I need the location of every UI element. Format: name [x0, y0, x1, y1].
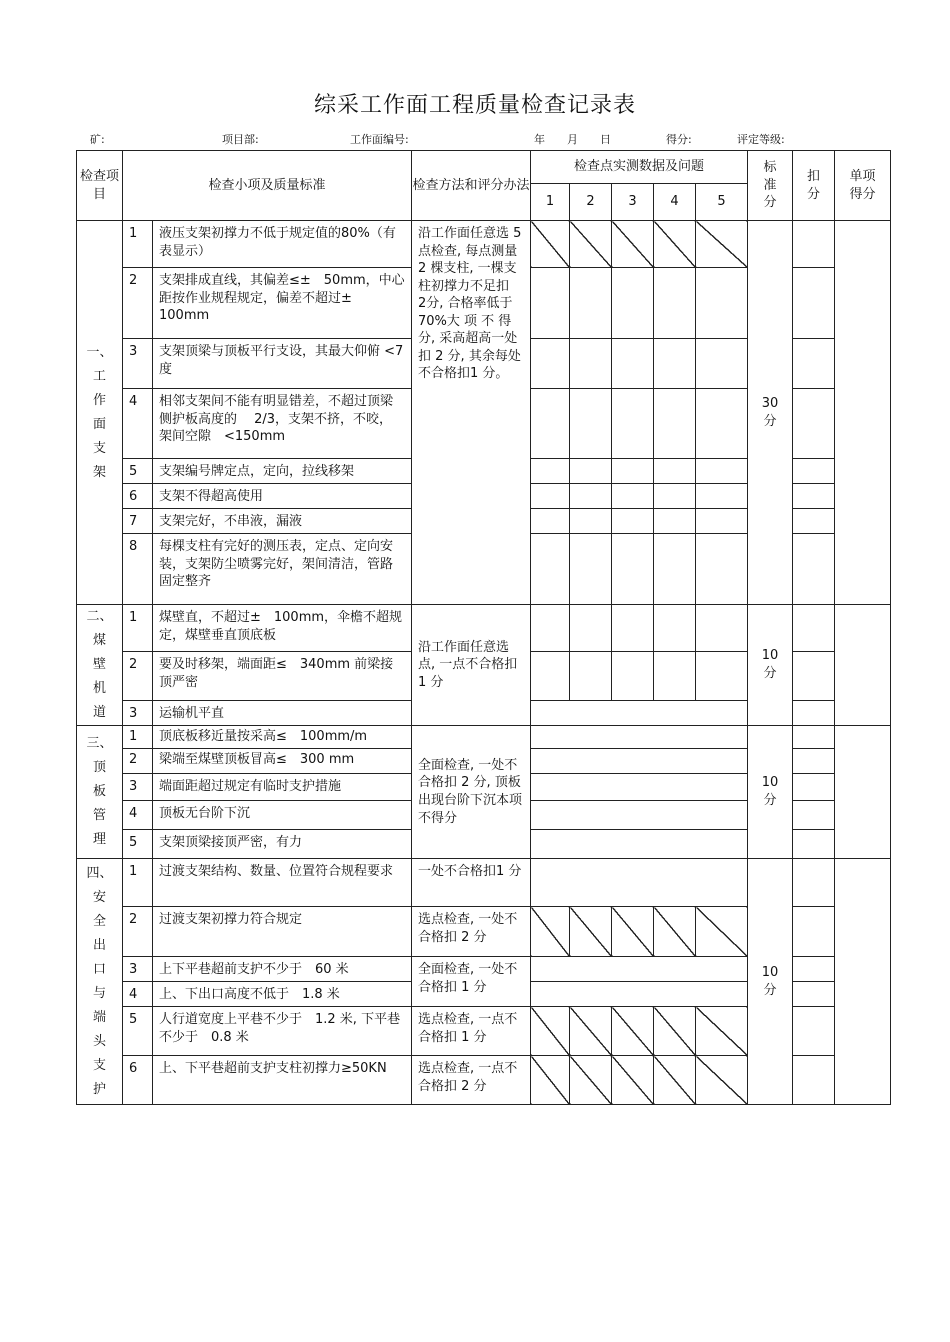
- col-std-header: 标准分: [748, 151, 793, 221]
- s4-single-score[interactable]: [835, 859, 891, 1105]
- deduction-cell[interactable]: [793, 1007, 835, 1056]
- s3-item-2-text: 梁端至煤壁顶板冒高≤ 300 mm: [153, 749, 412, 774]
- data-cell[interactable]: [696, 268, 748, 339]
- s4-item-6-no: 6: [123, 1056, 153, 1105]
- s2-item-1-no: 1: [123, 605, 153, 652]
- deduction-cell[interactable]: [793, 534, 835, 605]
- data-cell[interactable]: [654, 605, 696, 652]
- s4-item-4-no: 4: [123, 982, 153, 1007]
- data-cell[interactable]: [696, 459, 748, 484]
- dept-label: 项目部:: [222, 133, 259, 146]
- s3-item-1-no: 1: [123, 726, 153, 749]
- section-3-name: 三、 顶 板 管 理: [77, 726, 123, 859]
- data-cell[interactable]: [570, 484, 612, 509]
- data-cell[interactable]: [531, 605, 570, 652]
- col-item-header: 检查项目: [77, 151, 123, 221]
- data-cell[interactable]: [696, 339, 748, 389]
- s1-single-score[interactable]: [835, 221, 891, 605]
- deduction-cell[interactable]: [793, 484, 835, 509]
- data-cell[interactable]: [570, 534, 612, 605]
- s1-item-3-no: 3: [123, 339, 153, 389]
- page-title: 综采工作面工程质量检查记录表: [313, 93, 636, 118]
- s4-item-4-text: 上、下出口高度不低于 1.8 米: [153, 982, 412, 1007]
- data-cell[interactable]: [612, 459, 654, 484]
- s3-method: 全面检查, 一处不合格扣 2 分, 顶板出现台阶下沉本项不得分: [412, 726, 531, 859]
- s2-item-3-no: 3: [123, 700, 153, 725]
- s3-item-2-no: 2: [123, 749, 153, 774]
- data-cell[interactable]: [654, 339, 696, 389]
- data-cell[interactable]: [696, 652, 748, 700]
- deduction-cell[interactable]: [793, 859, 835, 907]
- score-label: 得分:: [666, 133, 692, 146]
- data-cell[interactable]: [570, 1007, 612, 1056]
- s3-std: [748, 726, 793, 859]
- data-cell[interactable]: [696, 1056, 748, 1105]
- s1-item-1-text: 液压支架初撑力不低于规定值的80%（有表显示）: [153, 221, 412, 268]
- data-cell[interactable]: [531, 509, 570, 534]
- s1-method: 沿工作面任意选 5 点检查, 每点测量 2 棵支柱, 一棵支柱初撑力不足扣 2分, 合格率低于70%大 项 不 得分, 采高超高一处扣 2 分, 其余每处不合格扣1 分。: [412, 221, 531, 605]
- data-cell[interactable]: [696, 221, 748, 268]
- s1-item-8-text: 每棵支柱有完好的测压表，定点、定向安装，支架防尘喷雾完好，架间清洁，管路固定整齐: [153, 534, 412, 605]
- data-cell[interactable]: [612, 221, 654, 268]
- s4-std: [748, 859, 793, 1105]
- s4-item-5-no: 5: [123, 1007, 153, 1056]
- s4-std-value: 10分: [761, 964, 779, 998]
- s1-item-1-no: 1: [123, 221, 153, 268]
- data-cell[interactable]: [531, 830, 748, 859]
- data-cell[interactable]: [570, 1056, 612, 1105]
- data-cell[interactable]: [531, 1007, 570, 1056]
- col-points-header: 检查点实测数据及问题: [531, 151, 748, 184]
- s1-item-4-no: 4: [123, 389, 153, 459]
- s3-item-5-no: 5: [123, 830, 153, 859]
- data-cell[interactable]: [612, 534, 654, 605]
- s1-item-2-no: 2: [123, 268, 153, 339]
- data-cell[interactable]: [696, 907, 748, 957]
- data-cell[interactable]: [612, 605, 654, 652]
- s1-item-3-text: 支架顶梁与顶板平行支设，其最大仰俯 <7 度: [153, 339, 412, 389]
- data-cell[interactable]: [654, 907, 696, 957]
- s1-item-6-no: 6: [123, 484, 153, 509]
- s1-item-8-no: 8: [123, 534, 153, 605]
- deduction-cell[interactable]: [793, 652, 835, 700]
- s4-item-2-no: 2: [123, 907, 153, 957]
- data-cell[interactable]: [654, 652, 696, 700]
- deduction-cell[interactable]: [793, 726, 835, 749]
- data-cell[interactable]: [696, 1007, 748, 1056]
- data-cell[interactable]: [531, 907, 570, 957]
- deduction-cell[interactable]: [793, 801, 835, 830]
- s3-item-3-no: 3: [123, 774, 153, 801]
- data-cell[interactable]: [531, 957, 748, 982]
- data-cell[interactable]: [531, 726, 748, 749]
- data-cell[interactable]: [654, 1056, 696, 1105]
- s4-item-2-method: 选点检查, 一处不合格扣 2 分: [412, 907, 531, 957]
- data-cell[interactable]: [570, 459, 612, 484]
- s1-item-5-text: 支架编号牌定点，定向，拉线移架: [153, 459, 412, 484]
- data-cell[interactable]: [612, 509, 654, 534]
- data-cell[interactable]: [612, 1007, 654, 1056]
- inspection-table: [76, 150, 891, 1105]
- section-2-name: 二、 煤 壁 机 道: [77, 605, 123, 726]
- point-4-header: 4: [654, 184, 696, 221]
- deduction-cell[interactable]: [793, 459, 835, 484]
- s2-method: 沿工作面任意选点, 一点不合格扣 1 分: [412, 605, 531, 726]
- deduction-cell[interactable]: [793, 339, 835, 389]
- s4-item-3-text: 上下平巷超前支护不少于 60 米: [153, 957, 412, 982]
- data-cell[interactable]: [612, 339, 654, 389]
- data-cell[interactable]: [531, 774, 748, 801]
- s3-item-5-text: 支架顶梁接顶严密，有力: [153, 830, 412, 859]
- deduction-cell[interactable]: [793, 268, 835, 339]
- col-single-header: 单项得分: [835, 151, 891, 221]
- data-cell[interactable]: [570, 907, 612, 957]
- grade-label: 评定等级:: [737, 133, 785, 146]
- section-4-name: 四、 安 全 出 口 与 端 头 支 护: [77, 859, 123, 1105]
- s2-item-1-text: 煤壁直，不超过± 100mm，伞檐不超规定，煤壁垂直顶底板: [153, 605, 412, 652]
- s1-std-value: 30分: [761, 395, 779, 429]
- s3-single-score[interactable]: [835, 726, 891, 859]
- deduction-cell[interactable]: [793, 700, 835, 725]
- data-cell[interactable]: [531, 652, 570, 700]
- s1-item-7-no: 7: [123, 509, 153, 534]
- s4-item-2-text: 过渡支架初撑力符合规定: [153, 907, 412, 957]
- s2-item-2-text: 要及时移架，端面距≤ 340mm 前梁接顶严密: [153, 652, 412, 700]
- s3-item-4-text: 顶板无台阶下沉: [153, 801, 412, 830]
- data-cell[interactable]: [570, 268, 612, 339]
- data-cell[interactable]: [570, 389, 612, 459]
- s4-item-1-text: 过渡支架结构、数量、位置符合规程要求: [153, 859, 412, 907]
- deduction-cell[interactable]: [793, 509, 835, 534]
- deduction-cell[interactable]: [793, 605, 835, 652]
- col-ded-header: 扣分: [793, 151, 835, 221]
- s2-single-score[interactable]: [835, 605, 891, 726]
- s4-item-6-method: 选点检查, 一点不合格扣 2 分: [412, 1056, 531, 1105]
- data-cell[interactable]: [654, 268, 696, 339]
- point-5-header: 5: [696, 184, 748, 221]
- data-cell[interactable]: [654, 534, 696, 605]
- s1-std: [748, 221, 793, 605]
- s1-item-4-text: 相邻支架间不能有明显错差，不超过顶梁侧护板高度的 2/3，支架不挤，不咬，架间空隙 <150mm: [153, 389, 412, 459]
- deduction-cell[interactable]: [793, 221, 835, 268]
- data-cell[interactable]: [654, 484, 696, 509]
- data-cell[interactable]: [612, 484, 654, 509]
- date-label: 年 月 日: [534, 133, 611, 146]
- data-cell[interactable]: [531, 982, 748, 1007]
- s2-std: [748, 605, 793, 726]
- data-cell[interactable]: [696, 534, 748, 605]
- data-cell[interactable]: [654, 509, 696, 534]
- data-cell[interactable]: [570, 221, 612, 268]
- data-cell[interactable]: [570, 652, 612, 700]
- data-cell[interactable]: [696, 484, 748, 509]
- data-cell[interactable]: [531, 221, 570, 268]
- s4-item-5-method: 选点检查, 一点不合格扣 1 分: [412, 1007, 531, 1056]
- s3-item-3-text: 端面距超过规定有临时支护措施: [153, 774, 412, 801]
- s4-item-1-no: 1: [123, 859, 153, 907]
- data-cell[interactable]: [570, 339, 612, 389]
- data-cell[interactable]: [654, 459, 696, 484]
- s3-std-value: 10分: [761, 775, 779, 808]
- s4-item-1-method: 一处不合格扣1 分: [412, 859, 531, 907]
- data-cell[interactable]: [696, 389, 748, 459]
- s3-item-4-no: 4: [123, 801, 153, 830]
- point-2-header: 2: [570, 184, 612, 221]
- data-cell[interactable]: [531, 801, 748, 830]
- point-1-header: 1: [531, 184, 570, 221]
- s1-item-6-text: 支架不得超高使用: [153, 484, 412, 509]
- deduction-cell[interactable]: [793, 389, 835, 459]
- data-cell[interactable]: [654, 389, 696, 459]
- data-cell[interactable]: [531, 749, 748, 774]
- data-cell[interactable]: [570, 509, 612, 534]
- data-cell[interactable]: [531, 859, 748, 907]
- deduction-cell[interactable]: [793, 957, 835, 982]
- data-cell[interactable]: [531, 534, 570, 605]
- data-cell[interactable]: [612, 1056, 654, 1105]
- s3-item-1-text: 顶底板移近量按采高≤ 100mm/m: [153, 726, 412, 749]
- col-method-header: 检查方法和评分办法: [412, 151, 531, 221]
- deduction-cell[interactable]: [793, 749, 835, 774]
- s2-item-3-text: 运输机平直: [153, 700, 412, 725]
- deduction-cell[interactable]: [793, 1056, 835, 1105]
- s4-item-3-no: 3: [123, 957, 153, 982]
- data-cell[interactable]: [612, 389, 654, 459]
- s4-items-3-4-method: 全面检查, 一处不合格扣 1 分: [412, 957, 531, 1007]
- deduction-cell[interactable]: [793, 774, 835, 801]
- data-cell[interactable]: [654, 1007, 696, 1056]
- s4-item-6-text: 上、下平巷超前支护支柱初撑力≥50KN: [153, 1056, 412, 1105]
- data-cell[interactable]: [531, 1056, 570, 1105]
- data-cell[interactable]: [531, 389, 570, 459]
- face-no-label: 工作面编号:: [350, 133, 409, 146]
- data-cell[interactable]: [654, 221, 696, 268]
- mine-label: 矿:: [90, 133, 105, 146]
- deduction-cell[interactable]: [793, 830, 835, 859]
- s2-std-value: 10分: [761, 648, 779, 681]
- deduction-cell[interactable]: [793, 982, 835, 1007]
- data-cell[interactable]: [570, 605, 612, 652]
- data-cell[interactable]: [531, 268, 570, 339]
- section-1-name: 一、 工 作 面 支 架: [77, 221, 123, 605]
- point-3-header: 3: [612, 184, 654, 221]
- data-cell[interactable]: [612, 907, 654, 957]
- data-cell[interactable]: [531, 484, 570, 509]
- data-cell[interactable]: [531, 459, 570, 484]
- data-cell[interactable]: [612, 652, 654, 700]
- data-cell[interactable]: [612, 268, 654, 339]
- data-cell[interactable]: [696, 605, 748, 652]
- data-cell[interactable]: [531, 700, 748, 725]
- data-cell[interactable]: [696, 509, 748, 534]
- s4-item-5-text: 人行道宽度上平巷不少于 1.2 米, 下平巷不少于 0.8 米: [153, 1007, 412, 1056]
- col-sub-header: 检查小项及质量标准: [123, 151, 412, 221]
- s1-item-7-text: 支架完好，不串液，漏液: [153, 509, 412, 534]
- s1-item-5-no: 5: [123, 459, 153, 484]
- s2-item-2-no: 2: [123, 652, 153, 700]
- s1-item-2-text: 支架排成直线，其偏差≤± 50mm，中心距按作业规程规定，偏差不超过± 100mm: [153, 268, 412, 339]
- data-cell[interactable]: [531, 339, 570, 389]
- deduction-cell[interactable]: [793, 907, 835, 957]
